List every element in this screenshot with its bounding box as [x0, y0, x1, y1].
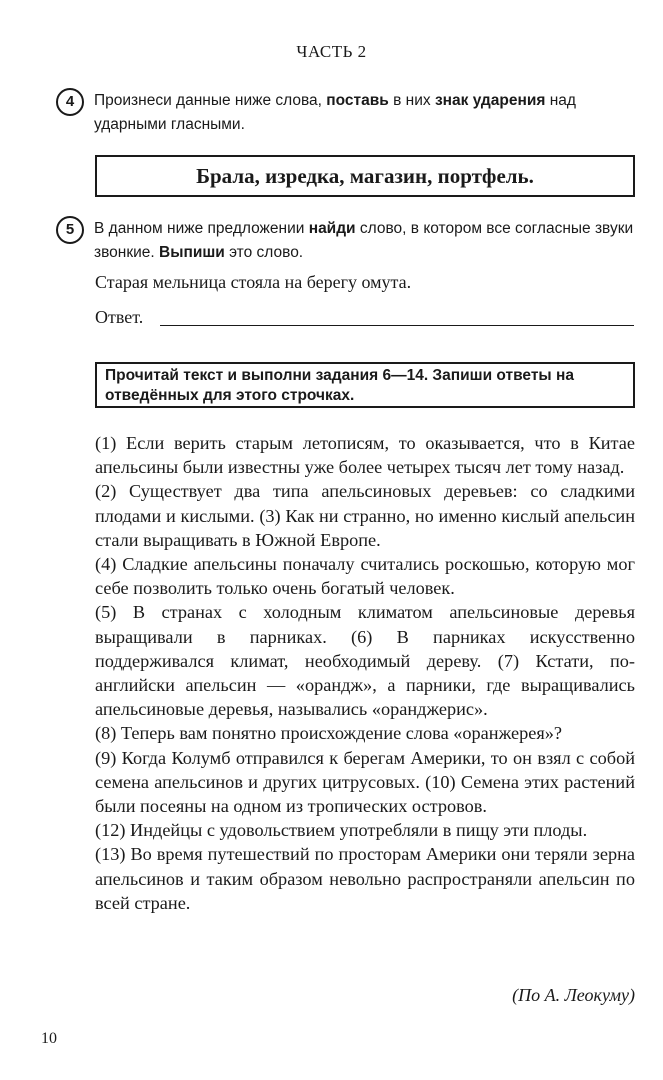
page-number: 10	[41, 1030, 57, 1047]
task-5-text: В данном ниже предложении найди слово, в котором все согласные звуки звонкие. Выпиши это слово.	[94, 220, 634, 261]
task-5-bold-2: Выпиши	[159, 244, 225, 261]
paragraph: (1) Если верить старым летописям, то оказывается, что в Китае апельсины были известны уже более четырех тысяч лет тому назад.	[95, 433, 635, 478]
task-4-bold-1: поставь	[326, 92, 389, 109]
paragraph: (9) Когда Колумб отправился к берегам Америки, то он взял с собой семена апельсинов и других цитрусовых. (10) Семена этих растений были посеяны на одном из тропических островов.	[95, 747, 635, 817]
task-4-bold-2: знак ударения	[434, 92, 546, 109]
paragraph: (12) Индейцы с удовольствием употребляли в пищу эти плоды.	[95, 820, 588, 841]
section-title: ЧАСТЬ 2	[296, 42, 367, 61]
source-attribution: (По А. Леокуму)	[512, 985, 635, 1005]
reading-text	[95, 431, 635, 915]
task-4-text: Произнеси данные ниже слова, поставь в них знак ударения над ударными гласными.	[94, 92, 576, 133]
paragraph: (13) Во время путешествий по просторам Америки они теряли зерна апельсинов и таким образом невольно распространяли апельсин по всей стране.	[95, 844, 635, 913]
paragraph: (4) Сладкие апельсины поначалу считались роскошью, которую мог себе позволить только очень богатый человек.	[95, 554, 635, 599]
paragraph: (5) В странах с холодным климатом апельсиновые деревья выращивали в парниках. (6) В парниках искусственно поддерживался климат, необходимый дереву. (7) Кстати, по-английски апельсин — «орандж», а парники, где выращивались апельсиновые деревья, назывались «оранджерис».	[95, 602, 635, 720]
instruction-box: Прочитай текст и выполни задания 6—14. Запиши ответы на отведённых для этого строчках.	[95, 362, 635, 408]
task-number-badge: 4	[56, 88, 84, 116]
task-5-bold-1: найди	[308, 220, 356, 237]
words-box: Брала, изредка, магазин, портфель.	[95, 155, 635, 197]
task-5-sentence: Старая мельница стояла на берегу омута.	[95, 272, 412, 292]
paragraph: (8) Теперь вам понятно происхождение слова «оранжерея»?	[95, 723, 563, 744]
paragraph: (2) Существует два типа апельсиновых деревьев: со сладкими плодами и кислыми. (3) Как ни странно, но именно кислый апельсин стали выращивать в Южной Европе.	[95, 481, 635, 550]
answer-line[interactable]	[160, 325, 634, 326]
task-number-badge: 5	[56, 216, 84, 244]
answer-label: Ответ.	[95, 307, 144, 327]
